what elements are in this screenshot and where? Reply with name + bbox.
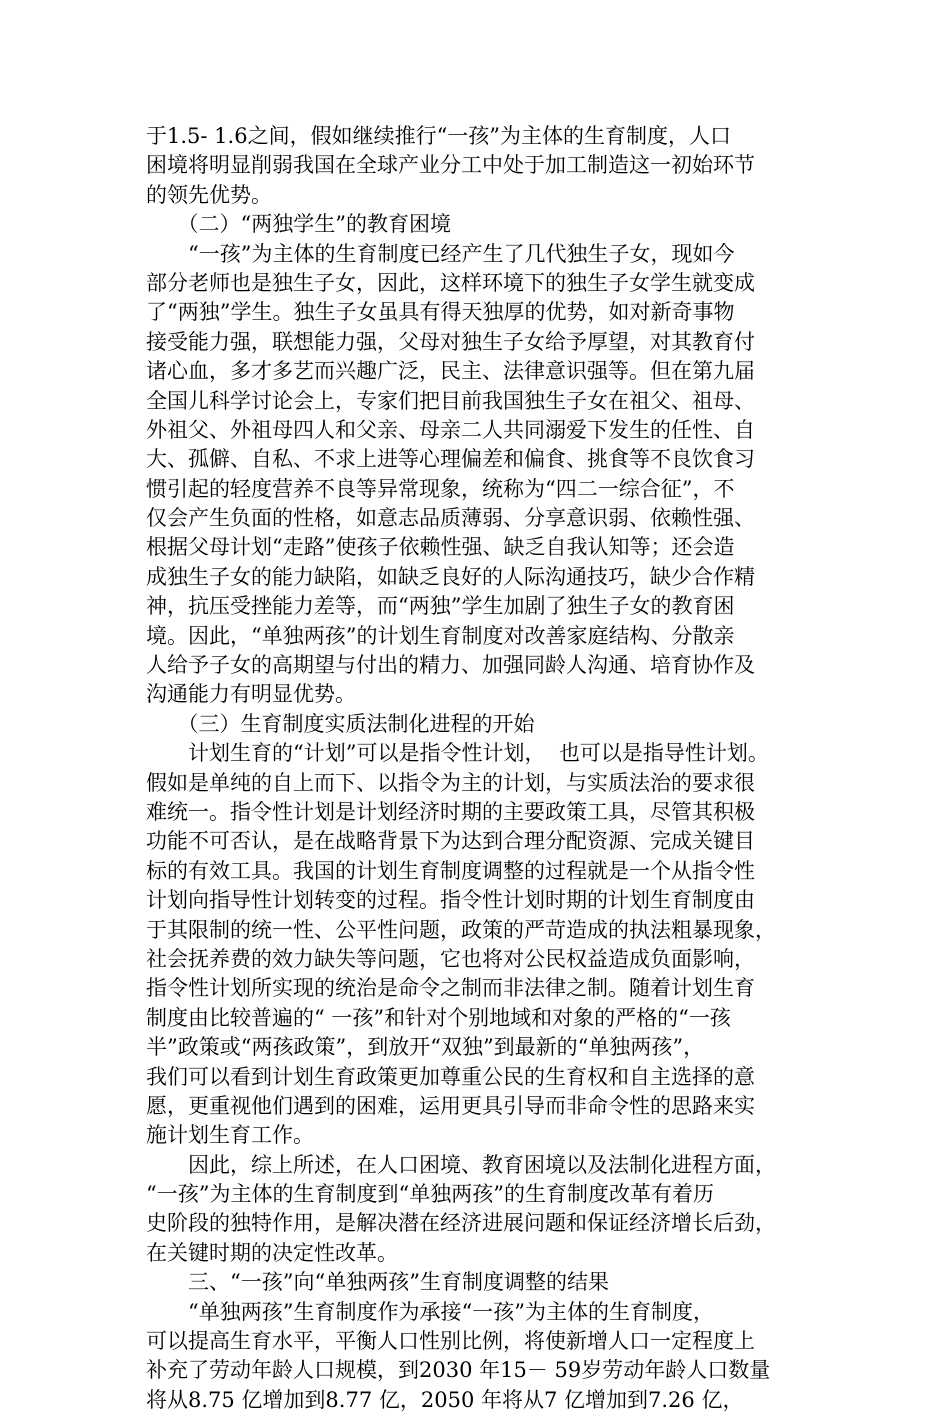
- text-line: 施计划生育工作。: [146, 1123, 314, 1148]
- text-line: 根据父母计划“走路”使孩子依赖性强、缺乏自我认知等；还会造: [146, 535, 735, 560]
- text-line: 困境将明显削弱我国在全球产业分工中处于加工制造这一初始环节: [146, 153, 755, 178]
- text-line: 愿，更重视他们遇到的困难，运用更具引导而非命令性的思路来实: [146, 1093, 755, 1118]
- text-line: 全国儿科学讨论会上，专家们把目前我国独生子女在祖父、祖母、: [146, 388, 755, 413]
- text-line: 的领先优势。: [146, 182, 272, 207]
- text-line: 制度由比较普遍的“ 一孩”和针对个别地域和对象的严格的“一孩: [146, 1005, 731, 1030]
- text-line: “一孩”为主体的生育制度已经产生了几代独生子女，现如今: [146, 241, 735, 266]
- text-line: 在关键时期的决定性改革。: [146, 1240, 398, 1265]
- text-line: 境。因此，“单独两孩”的计划生育制度对改善家庭结构、分散亲: [146, 623, 735, 648]
- section-heading: （三）生育制度实质法制化进程的开始: [146, 711, 535, 736]
- text-line: 部分老师也是独生子女，因此，这样环境下的独生子女学生就变成: [146, 270, 755, 295]
- text-line: 计划生育的“计划”可以是指令性计划， 也可以是指导性计划。: [146, 741, 769, 766]
- text-line: 诸心血，多才多艺而兴趣广泛，民主、法律意识强等。但在第九届: [146, 359, 755, 384]
- text-line: 外祖父、外祖母四人和父亲、母亲二人共同溺爱下发生的任性、自: [146, 417, 755, 442]
- text-line: 难统一。指令性计划是计划经济时期的主要政策工具，尽管其积极: [146, 799, 755, 824]
- text-line: 了“两独”学生。独生子女虽具有得天独厚的优势，如对新奇事物: [146, 300, 735, 325]
- text-line: “一孩”为主体的生育制度到“单独两孩”的生育制度改革有着历: [146, 1182, 714, 1207]
- text-line: 标的有效工具。我国的计划生育制度调整的过程就是一个从指令性: [146, 858, 755, 883]
- text-line: 神，抗压受挫能力差等，而“两独”学生加剧了独生子女的教育困: [146, 594, 735, 619]
- text-line: 于1.5- 1.6之间，假如继续推行“一孩”为主体的生育制度，人口: [146, 124, 732, 148]
- section-heading: 三、“一孩”向“单独两孩”生育制度调整的结果: [146, 1270, 609, 1295]
- text-line: 假如是单纯的自上而下、以指令为主的计划，与实质法治的要求很: [146, 770, 755, 795]
- text-line: 补充了劳动年龄人口规模，到2030 年15－ 59岁劳动年龄人口数量: [146, 1358, 771, 1383]
- text-line: 因此，综上所述，在人口困境、教育困境以及法制化进程方面，: [146, 1152, 776, 1177]
- text-line: 将从8.75 亿增加到8.77 亿，2050 年将从7 亿增加到7.26 亿，: [146, 1387, 744, 1412]
- text-line: 社会抚养费的效力缺失等问题，它也将对公民权益造成负面影响，: [146, 946, 755, 971]
- text-line: 接受能力强，联想能力强，父母对独生子女给予厚望，对其教育付: [146, 329, 755, 354]
- text-line: 半”政策或“两孩政策”，到放开“双独”到最新的“单独两孩”，: [146, 1035, 705, 1060]
- text-line: 可以提高生育水平，平衡人口性别比例，将使新增人口一定程度上: [146, 1329, 755, 1354]
- text-line: 指令性计划所实现的统治是命令之制而非法律之制。随着计划生育: [146, 976, 755, 1001]
- text-line: 我们可以看到计划生育政策更加尊重公民的生育权和自主选择的意: [146, 1064, 755, 1089]
- text-line: 计划向指导性计划转变的过程。指令性计划时期的计划生育制度由: [146, 888, 755, 913]
- text-line: 功能不可否认，是在战略背景下为达到合理分配资源、完成关键目: [146, 829, 755, 854]
- text-line: 大、孤僻、自私、不求上进等心理偏差和偏食、挑食等不良饮食习: [146, 447, 755, 472]
- text-line: 沟通能力有明显优势。: [146, 682, 356, 707]
- text-line: 惯引起的轻度营养不良等异常现象，统称为“四二一综合征”，不: [146, 476, 735, 501]
- text-line: 人给予子女的高期望与付出的精力、加强同龄人沟通、培育协作及: [146, 653, 755, 678]
- section-heading: （二）“两独学生”的教育困境: [146, 212, 451, 237]
- text-line: 于其限制的统一性、公平性问题，政策的严苛造成的执法粗暴现象，: [146, 917, 776, 942]
- text-line: 仅会产生负面的性格，如意志品质薄弱、分享意识弱、依赖性强、: [146, 506, 755, 531]
- text-line: 成独生子女的能力缺陷，如缺乏良好的人际沟通技巧，缺少合作精: [146, 564, 755, 589]
- text-line: 史阶段的独特作用，是解决潜在经济进展问题和保证经济增长后劲，: [146, 1211, 776, 1236]
- text-line: “单独两孩”生育制度作为承接“一孩”为主体的生育制度，: [146, 1299, 714, 1324]
- document-page: [146, 122, 812, 1415]
